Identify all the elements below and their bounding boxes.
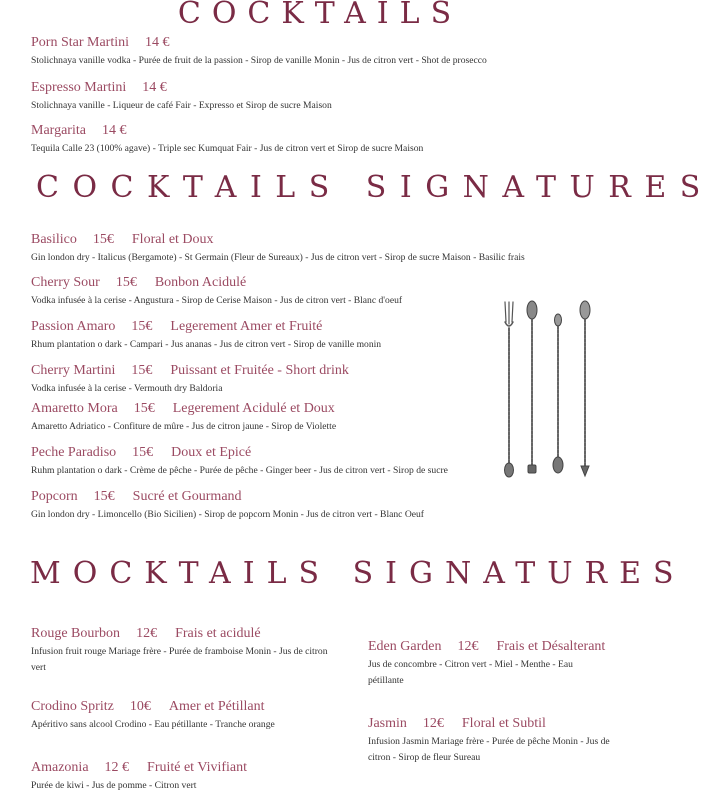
- item-description: Jus de concombre - Citron vert - Miel - Menthe - Eau pétillante: [368, 659, 573, 686]
- menu-item: [31, 625, 331, 676]
- item-description: Apéritivo sans alcool Crodino - Eau pétillante - Tranche orange: [31, 719, 275, 730]
- item-price: 15€: [132, 445, 154, 460]
- menu-item: [31, 34, 487, 69]
- item-style: Legerement Acidulé et Doux: [172, 401, 335, 416]
- item-price: 15€: [115, 275, 137, 290]
- mocktails-heading: MOCKTAILS SIGNATURES: [30, 556, 686, 591]
- item-price: 12€: [457, 639, 479, 654]
- item-description: Gin london dry - Italicus (Bergamote) - St Germain (Fleur de Sureaux) - Jus de citron vert - Sirop de sucre Maison - Basilic frais: [31, 252, 525, 263]
- item-description: Ruhm plantation o dark - Crème de pêche - Purée de pêche - Ginger beer - Jus de citron vert - Sirop de sucre: [31, 465, 448, 476]
- menu-item: [31, 231, 525, 266]
- item-name: Espresso Martini: [31, 80, 127, 95]
- item-name: Porn Star Martini: [31, 35, 129, 50]
- item-name: Amaretto Mora: [31, 401, 118, 416]
- item-price: 15€: [93, 489, 115, 504]
- menu-item: [31, 79, 332, 114]
- item-name: Cherry Sour: [31, 275, 100, 290]
- item-name: Peche Paradiso: [31, 445, 117, 460]
- item-price: 12 €: [104, 760, 130, 775]
- item-description: Vodka infusée à la cerise - Angustura - Sirop de Cerise Maison - Jus de citron vert - Blanc d'oeuf: [31, 295, 403, 306]
- item-price: 15€: [92, 232, 114, 247]
- menu-item: [368, 715, 624, 766]
- item-description: Rhum plantation o dark - Campari - Jus ananas - Jus de citron vert - Sirop de vanille monin: [31, 339, 382, 350]
- item-name: Passion Amaro: [31, 319, 116, 334]
- item-price: 12€: [422, 716, 444, 731]
- menu-item: [31, 759, 331, 794]
- item-price: 14 €: [101, 123, 127, 138]
- item-name: Rouge Bourbon: [31, 626, 121, 641]
- item-description: Infusion fruit rouge Mariage frère - Purée de framboise Monin - Jus de citron vert: [31, 646, 328, 673]
- item-description: Stolichnaya vanille - Liqueur de café Fair - Expresso et Sirop de sucre Maison: [31, 100, 332, 111]
- menu-item: [31, 400, 351, 435]
- item-description: Amaretto Adriatico - Confiture de mûre - Jus de citron jaune - Sirop de Violette: [31, 421, 337, 432]
- item-name: Jasmin: [368, 716, 407, 731]
- item-style: Puissant et Fruitée - Short drink: [170, 363, 349, 378]
- item-name: Popcorn: [31, 489, 78, 504]
- item-description: Stolichnaya vanille vodka - Purée de fruit de la passion - Sirop de vanille Monin - Jus de citron vert - Shot de prosecco: [31, 55, 487, 66]
- item-description: Gin london dry - Limoncello (Bio Sicilien) - Sirop de popcorn Monin - Jus de citron vert - Blanc Oeuf: [31, 509, 425, 520]
- menu-item: [31, 122, 423, 157]
- item-style: Frais et Désalterant: [496, 639, 606, 654]
- item-name: Crodino Spritz: [31, 699, 114, 714]
- item-name: Amazonia: [31, 760, 89, 775]
- item-price: 15€: [131, 319, 153, 334]
- item-style: Doux et Epicé: [171, 445, 252, 460]
- item-style: Frais et acidulé: [175, 626, 261, 641]
- item-style: Floral et Subtil: [461, 716, 546, 731]
- item-description: Infusion Jasmin Mariage frère - Purée de pêche Monin - Jus de citron - Sirop de fleur Sureau: [368, 736, 610, 763]
- item-description: Vodka infusée à la cerise - Vermouth dry Baldoria: [31, 383, 223, 394]
- item-price: 10€: [129, 699, 151, 714]
- item-price: 14 €: [145, 35, 170, 50]
- cocktails-heading: COCKTAILS: [177, 0, 463, 31]
- menu-item: [31, 698, 331, 733]
- menu-item: [31, 488, 424, 523]
- menu-item: [368, 638, 606, 689]
- item-style: Legerement Amer et Fruité: [170, 319, 323, 334]
- signatures-heading: COCKTAILS SIGNATURES: [36, 170, 714, 205]
- item-style: Sucré et Gourmand: [132, 489, 242, 504]
- menu-item: [31, 274, 402, 309]
- bar-spoons-image: [496, 298, 604, 480]
- item-price: 15€: [131, 363, 153, 378]
- item-name: Eden Garden: [368, 639, 442, 654]
- item-price: 12€: [136, 626, 158, 641]
- item-name: Margarita: [31, 123, 86, 138]
- menu-item: [31, 362, 365, 397]
- item-description: Purée de kiwi - Jus de pomme - Citron vert: [31, 780, 197, 791]
- item-style: Fruité et Vivifiant: [147, 760, 248, 775]
- menu-item: [31, 444, 448, 479]
- item-name: Cherry Martini: [31, 363, 116, 378]
- item-style: Amer et Pétillant: [168, 699, 265, 714]
- menu-item: [31, 318, 381, 353]
- item-description: Tequila Calle 23 (100% agave) - Triple sec Kumquat Fair - Jus de citron vert et Sirop de sucre Maison: [31, 143, 424, 154]
- item-price: 15€: [133, 401, 155, 416]
- item-style: Floral et Doux: [131, 232, 214, 247]
- item-style: Bonbon Acidulé: [154, 275, 247, 290]
- item-price: 14 €: [142, 80, 167, 95]
- item-name: Basilico: [31, 232, 77, 247]
